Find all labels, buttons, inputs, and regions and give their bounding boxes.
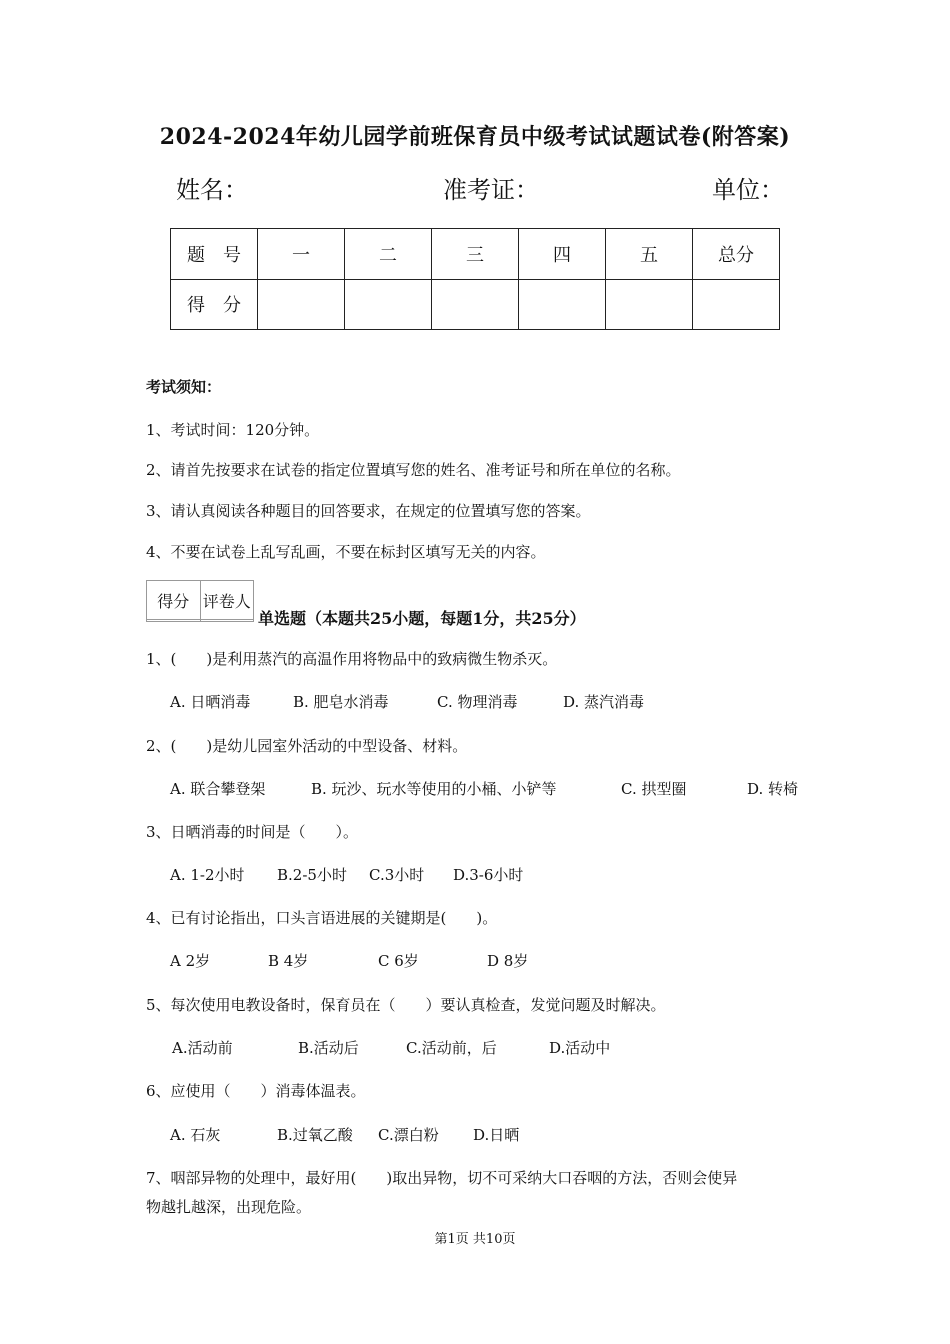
- question-option: D. 转椅: [747, 780, 799, 798]
- score-header-cell: 四: [519, 229, 606, 280]
- unit-label: 单位：: [712, 176, 784, 204]
- question-option: B 4岁: [268, 952, 309, 970]
- grader-score-cell[interactable]: [147, 620, 201, 622]
- score-cell[interactable]: [345, 279, 432, 330]
- score-header-cell: 五: [606, 229, 693, 280]
- score-table: [170, 228, 780, 330]
- page-footer: 第1页 共10页: [434, 1232, 516, 1247]
- question-option: A. 日晒消毒: [170, 693, 251, 711]
- score-table-score-row: [171, 279, 780, 330]
- question-option: C. 物理消毒: [437, 693, 518, 711]
- question-option: C.漂白粉: [378, 1126, 439, 1144]
- grader-score-label: 得分: [147, 581, 201, 620]
- question-option: C 6岁: [378, 952, 419, 970]
- score-header-cell: 二: [345, 229, 432, 280]
- score-cell[interactable]: [606, 279, 693, 330]
- question-stem: 7、咽部异物的处理中，最好用( )取出异物，切不可采纳大口吞咽的方法，否则会使异: [146, 1169, 738, 1187]
- document-title: 2024-2024年幼儿园学前班保育员中级考试试题试卷(附答案): [159, 124, 791, 150]
- question-stem-continuation: 物越扎越深，出现危险。: [146, 1198, 312, 1216]
- question-stem: 6、应使用（ ）消毒体温表。: [146, 1082, 366, 1100]
- question-option: B. 玩沙、玩水等使用的小桶、小铲等: [311, 780, 557, 798]
- score-cell[interactable]: [258, 279, 345, 330]
- question-option: B. 肥皂水消毒: [293, 693, 389, 711]
- score-cell[interactable]: [693, 279, 780, 330]
- section-title: 单选题（本题共25小题，每题1分，共25分）: [258, 609, 586, 628]
- question-option: D. 蒸汽消毒: [563, 693, 645, 711]
- score-cell[interactable]: [519, 279, 606, 330]
- question-stem: 5、每次使用电教设备时，保育员在（ ）要认真检查，发觉问题及时解决。: [146, 996, 666, 1014]
- notice-item: 1、考试时间：120分钟。: [146, 421, 320, 439]
- question-stem: 3、日晒消毒的时间是（ ）。: [146, 823, 359, 841]
- score-cell[interactable]: [432, 279, 519, 330]
- grader-reviewer-label: 评卷人: [200, 581, 254, 620]
- question-option: C.活动前，后: [406, 1039, 497, 1057]
- grader-box: [146, 580, 254, 622]
- question-option: A. 1-2小时: [170, 866, 245, 884]
- score-header-cell: 题 号: [171, 229, 258, 280]
- question-stem: 2、( )是幼儿园室外活动的中型设备、材料。: [146, 737, 468, 755]
- name-label: 姓名：: [176, 176, 248, 204]
- score-header-cell: 一: [258, 229, 345, 280]
- question-option: B.2-5小时: [277, 866, 347, 884]
- question-option: C. 拱型圈: [621, 780, 687, 798]
- notice-item: 4、不要在试卷上乱写乱画，不要在标封区填写无关的内容。: [146, 543, 546, 561]
- question-option: A. 联合攀登架: [170, 780, 266, 798]
- notice-item: 3、请认真阅读各种题目的回答要求，在规定的位置填写您的答案。: [146, 502, 591, 520]
- question-option: B.过氧乙酸: [277, 1126, 353, 1144]
- question-option: A. 石灰: [170, 1126, 221, 1144]
- score-header-cell: 三: [432, 229, 519, 280]
- question-option: D 8岁: [487, 952, 529, 970]
- question-option: A.活动前: [172, 1039, 233, 1057]
- question-stem: 1、( )是利用蒸汽的高温作用将物品中的致病微生物杀灭。: [146, 650, 558, 668]
- question-option: D.日晒: [473, 1126, 520, 1144]
- question-option: A 2岁: [170, 952, 211, 970]
- question-stem: 4、已有讨论指出，口头言语进展的关键期是( )。: [146, 909, 498, 927]
- notice-heading: 考试须知：: [146, 378, 222, 396]
- question-option: D.3-6小时: [453, 866, 524, 884]
- notice-item: 2、请首先按要求在试卷的指定位置填写您的姓名、准考证号和所在单位的名称。: [146, 461, 681, 479]
- grader-reviewer-cell[interactable]: [200, 620, 254, 622]
- score-header-cell: 总分: [693, 229, 780, 280]
- score-row-label: 得 分: [171, 279, 258, 330]
- question-option: D.活动中: [549, 1039, 611, 1057]
- question-option: C.3小时: [369, 866, 425, 884]
- question-option: B.活动后: [298, 1039, 359, 1057]
- exam-number-label: 准考证：: [443, 176, 539, 204]
- score-table-header-row: [171, 229, 780, 280]
